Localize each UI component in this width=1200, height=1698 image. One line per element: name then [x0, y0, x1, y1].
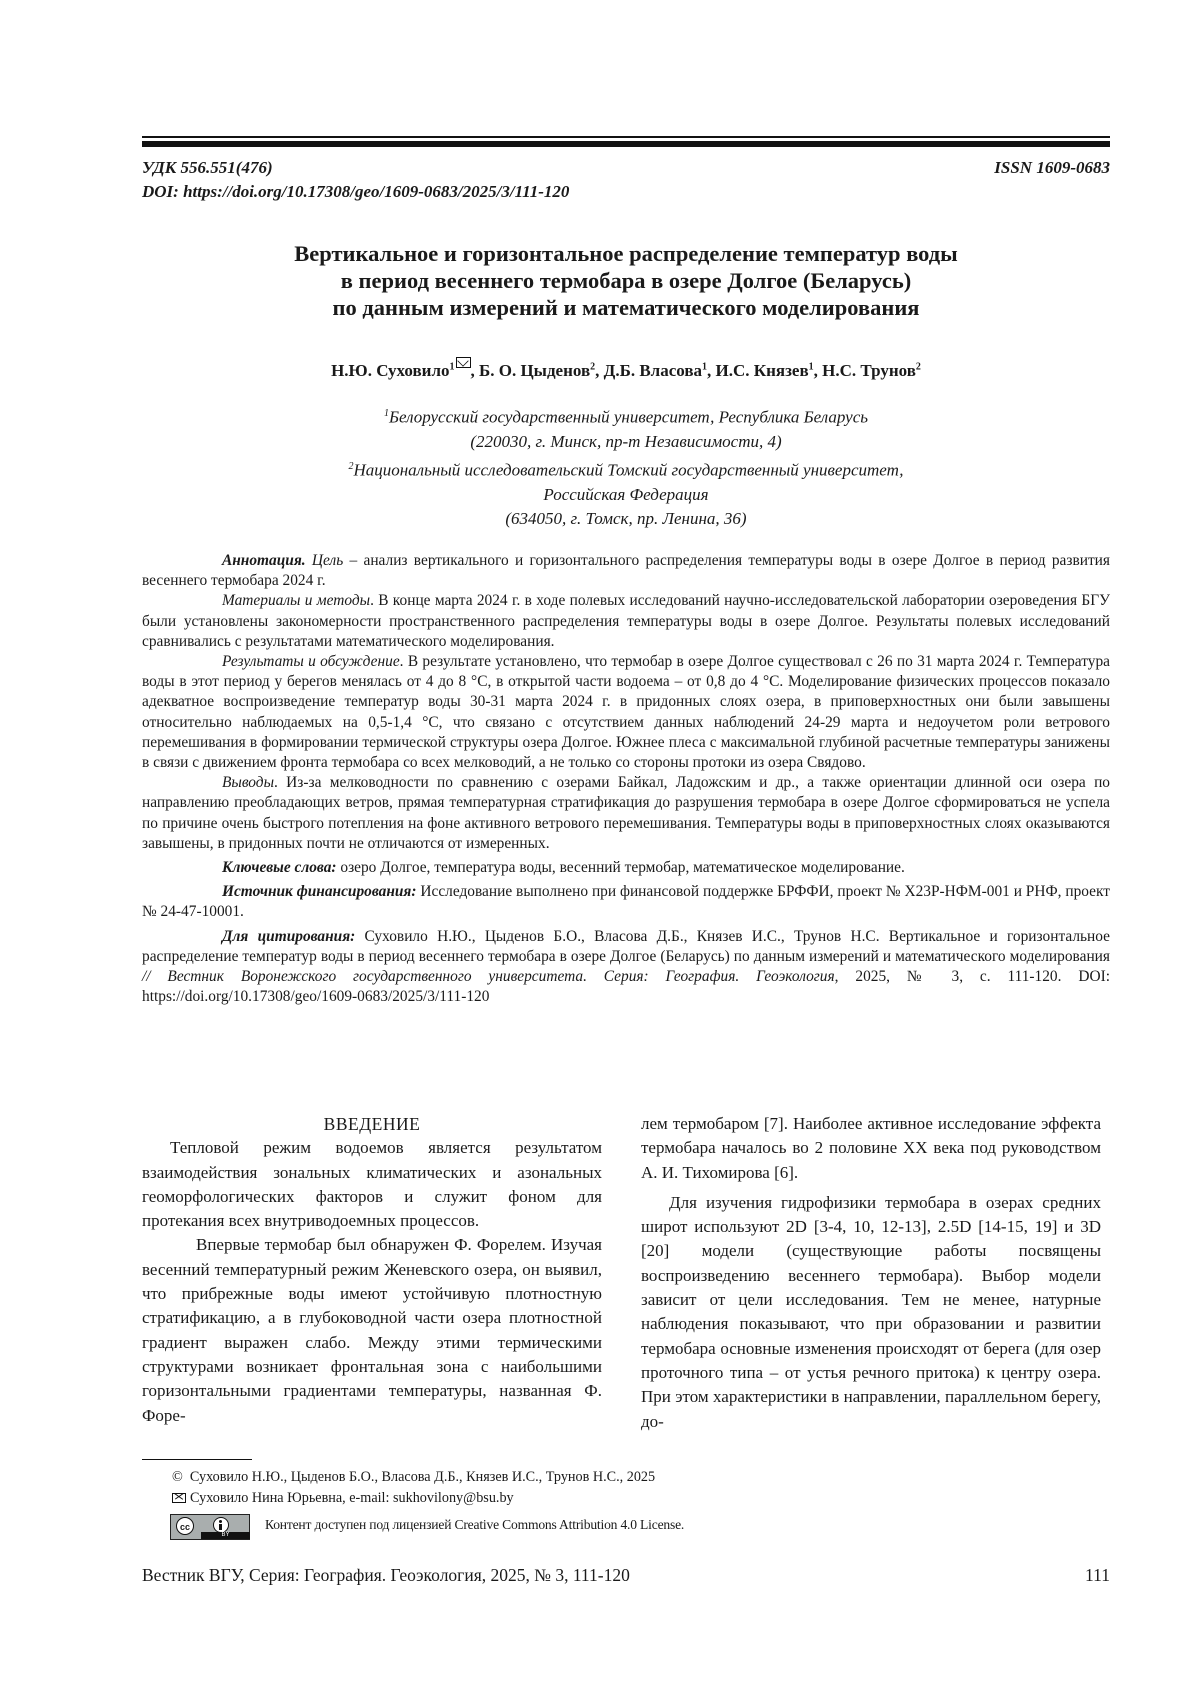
funding-text: Исследование выполнено при финансовой поддержке БРФФИ, проект № Х23Р-НФМ-001 и РНФ, проект № 24-47-10001.	[142, 883, 1111, 921]
funding-label: Источник финансирования:	[222, 883, 417, 901]
contact-text[interactable]: Суховило Нина Юрьевна, e-mail: sukhovilony@bsu.by	[190, 1490, 514, 1506]
citation-text: Суховило Н.Ю., Цыденов Б.О., Власова Д.Б., Князев И.С., Трунов Н.С. Вертикальное и горизонтальное распределение температур воды в период весеннего термобара в озере Долгое (Беларусь) по данным измерений и математического моделирования	[142, 927, 1110, 965]
attribution-person-icon	[213, 1517, 229, 1533]
goal-label: Цель	[311, 552, 344, 569]
body-paragraph: лем термобаром [7]. Наиболее активное исследование эффекта термобара началось во 2 половине XX века под руководством А. И. Тихомирова [6].	[641, 1114, 1101, 1182]
header-rule-thin	[142, 136, 1110, 138]
author-name: Д.Б. Власова	[603, 361, 703, 380]
section-heading-introduction: ВВЕДЕНИЕ	[323, 1114, 421, 1134]
affiliation-name: Белорусский государственный университет, Республика Беларусь	[388, 407, 869, 427]
abstract	[142, 551, 1110, 1007]
affiliation-sup: 2	[348, 460, 354, 472]
footnote-separator	[142, 1459, 252, 1460]
author-name: И.С. Князев	[715, 361, 809, 380]
author-affiliation-sup: 2	[590, 361, 596, 373]
by-label: BY	[201, 1532, 250, 1539]
methods-label: Материалы и методы	[222, 592, 371, 610]
abstract-methods	[142, 591, 1110, 652]
affiliations	[142, 402, 1110, 532]
keywords	[142, 858, 1110, 878]
affiliation-2	[142, 455, 1110, 483]
funding	[142, 882, 1110, 922]
envelope-icon	[456, 357, 471, 368]
citation-journal: // Вестник Воронежского государственного университета. Серия: География. Геоэкология	[142, 968, 835, 986]
citation-label: Для цитирования:	[222, 927, 356, 945]
conclusions-text: . Из-за мелководности по сравнению с озерами Байкал, Ладожским и др., а также ориентации длинной оси озера по направлению преобладающих ветров, прямая температурная стратификация до разрушения термобара в озере Долгое сформироваться не успела по причине очень быстрого потепления на фоне активного ветрового перемешивания. Температуры воды в приповерхностных слоях оказываются завышены, в придонных почти не отличаются от измеренных.	[142, 774, 1110, 852]
affiliation-sup: 1	[383, 408, 389, 419]
header-rule-thick	[142, 141, 1110, 147]
affiliation-2-address: (634050, г. Томск, пр. Ленина, 36)	[505, 509, 747, 529]
copyright-text: Суховило Н.Ю., Цыденов Б.О., Власова Д.Б., Князев И.С., Трунов Н.С., 2025	[189, 1469, 656, 1485]
keywords-label: Ключевые слова:	[222, 859, 337, 877]
author-affiliation-sup: 2	[915, 361, 921, 373]
author-list: Н.Ю. Суховило$^1$ , Б. О. Цыденов$^2$, Д.Б. Власова$^1$, И.С. Князев$^1$, Н.С. Трунов$^2$	[142, 357, 1110, 381]
cc-by-license-badge[interactable]	[170, 1514, 250, 1540]
cc-icon: cc	[176, 1517, 194, 1535]
abstract-conclusions	[142, 773, 1110, 854]
udk-code: УДК 556.551(476)	[142, 158, 273, 177]
body-paragraph: Для изучения гидрофизики термобара в озерах средних широт используют 2D [3-4, 10, 12-13], 2.5D [14-15, 19] и 3D [20] модели (существующие работы посвящены воспроизведению весеннего термобара). Выбор модели зависит от цели исследования. Тем не менее, натурные наблюдения показывают, что при образовании и развитии термобара основные изменения происходят от берега (для озер проточного типа – от устья речного притока) к центру озера. При этом характеристики в направлении, параллельном берегу, до-	[641, 1192, 1101, 1431]
doi-link[interactable]: DOI: https://doi.org/10.17308/geo/1609-0683/2025/3/111-120	[142, 182, 570, 201]
contact-footnote	[172, 1490, 514, 1507]
goal-text: – анализ вертикального и горизонтального распределения температуры воды в озере Долгое в период развития весеннего термобара 2024 г.	[142, 552, 1110, 590]
author-name: Н.С. Трунов	[822, 361, 916, 380]
issn: ISSN 1609-0683	[994, 158, 1110, 177]
abstract-goal	[142, 551, 1110, 591]
title-line: в период весеннего термобара в озере Долгое (Беларусь)	[340, 268, 912, 293]
affiliation-1	[142, 402, 1110, 430]
author-affiliation-sup: 1	[449, 361, 455, 373]
affiliation-name: Национальный исследовательский Томский государственный университет,	[353, 460, 904, 480]
conclusions-label: Выводы	[222, 774, 275, 792]
left-column	[142, 1112, 602, 1428]
results-text: . В результате установлено, что термобар в озере Долгое существовал с 26 по 31 марта 2024 г. Температура воды в этот период у берегов менялась от 4 до 8 °С, в открытой части водоема – от 0,8 до 4 °С. Моделирование физических процессов показало адекватное воспроизведение температур воды 30-31 марта 2024 г. в придонных слоях озера, в приповерхностных они были завышены относительно наблюдаемых на 0,5-1,4 °С, что связано с отсутствием данных наблюдений 24-29 марта и недоучетом роли ветрового перемешивания в формировании термической структуры озера Долгое. Южнее плеса с максимальной глубиной расчетные температуры занижены в связи с движением фронта термобара со всех мелководий, а не только со стороны протоки из озера Свядово.	[142, 653, 1110, 772]
results-label: Результаты и обсуждение	[222, 653, 400, 671]
title-line: Вертикальное и горизонтальное распределение температур воды	[294, 241, 958, 266]
methods-text: . В конце марта 2024 г. в ходе полевых исследований научно-исследовательской лаборатории озероведения БГУ были установлены закономерности пространственного распределения температуры воды в озере Долгое. Результаты полевых исследований сравнивались с результатами математического моделирования.	[142, 592, 1110, 650]
affiliation-1-address: (220030, г. Минск, пр-т Независимости, 4)	[470, 432, 782, 452]
author-affiliation-sup: 1	[808, 361, 814, 373]
author-name: Б. О. Цыденов	[479, 361, 591, 380]
author-name: Н.Ю. Суховило	[331, 361, 450, 380]
article-title	[142, 240, 1110, 321]
envelope-icon	[172, 1493, 186, 1503]
license-text: Контент доступен под лицензией Creative Commons Attribution 4.0 License.	[265, 1517, 685, 1532]
abstract-results	[142, 652, 1110, 773]
body-paragraph: Тепловой режим водоемов является результатом взаимодействия зональных климатических и азональных геоморфологических факторов и служит фоном для протекания всех внутриводоемных процессов.	[142, 1138, 602, 1231]
body-paragraph: Впервые термобар был обнаружен Ф. Форелем. Изучая весенний температурный режим Женевского озера, он выявил, что прибрежные воды имеют устойчивую плотностную стратификацию, а в глубоководной части озера плотностной градиент выражен слабо. Между этими термическими структурами возникает фронтальная зона с наибольшими горизонтальными градиентами температуры, названная Ф. Форе-	[142, 1235, 602, 1425]
citation-doi[interactable]: , 2025, № 3, с. 111-120. DOI: https://doi.org/10.17308/geo/1609-0683/2025/3/111-120	[142, 968, 1110, 1006]
abstract-label: Аннотация.	[222, 552, 306, 569]
running-footer-journal: Вестник ВГУ, Серия: География. Геоэкология, 2025, № 3, 111-120	[142, 1565, 630, 1585]
right-column	[641, 1112, 1101, 1434]
author-affiliation-sup: 1	[702, 361, 708, 373]
citation	[142, 927, 1110, 1008]
page-number: 111	[1085, 1565, 1110, 1585]
copyright-footnote	[172, 1469, 655, 1486]
title-line: по данным измерений и математического моделирования	[332, 295, 920, 320]
copyright-icon: ©	[172, 1469, 183, 1485]
affiliation-2-country: Российская Федерация	[543, 484, 709, 504]
keywords-text: озеро Долгое, температура воды, весенний термобар, математическое моделирование.	[336, 859, 905, 877]
